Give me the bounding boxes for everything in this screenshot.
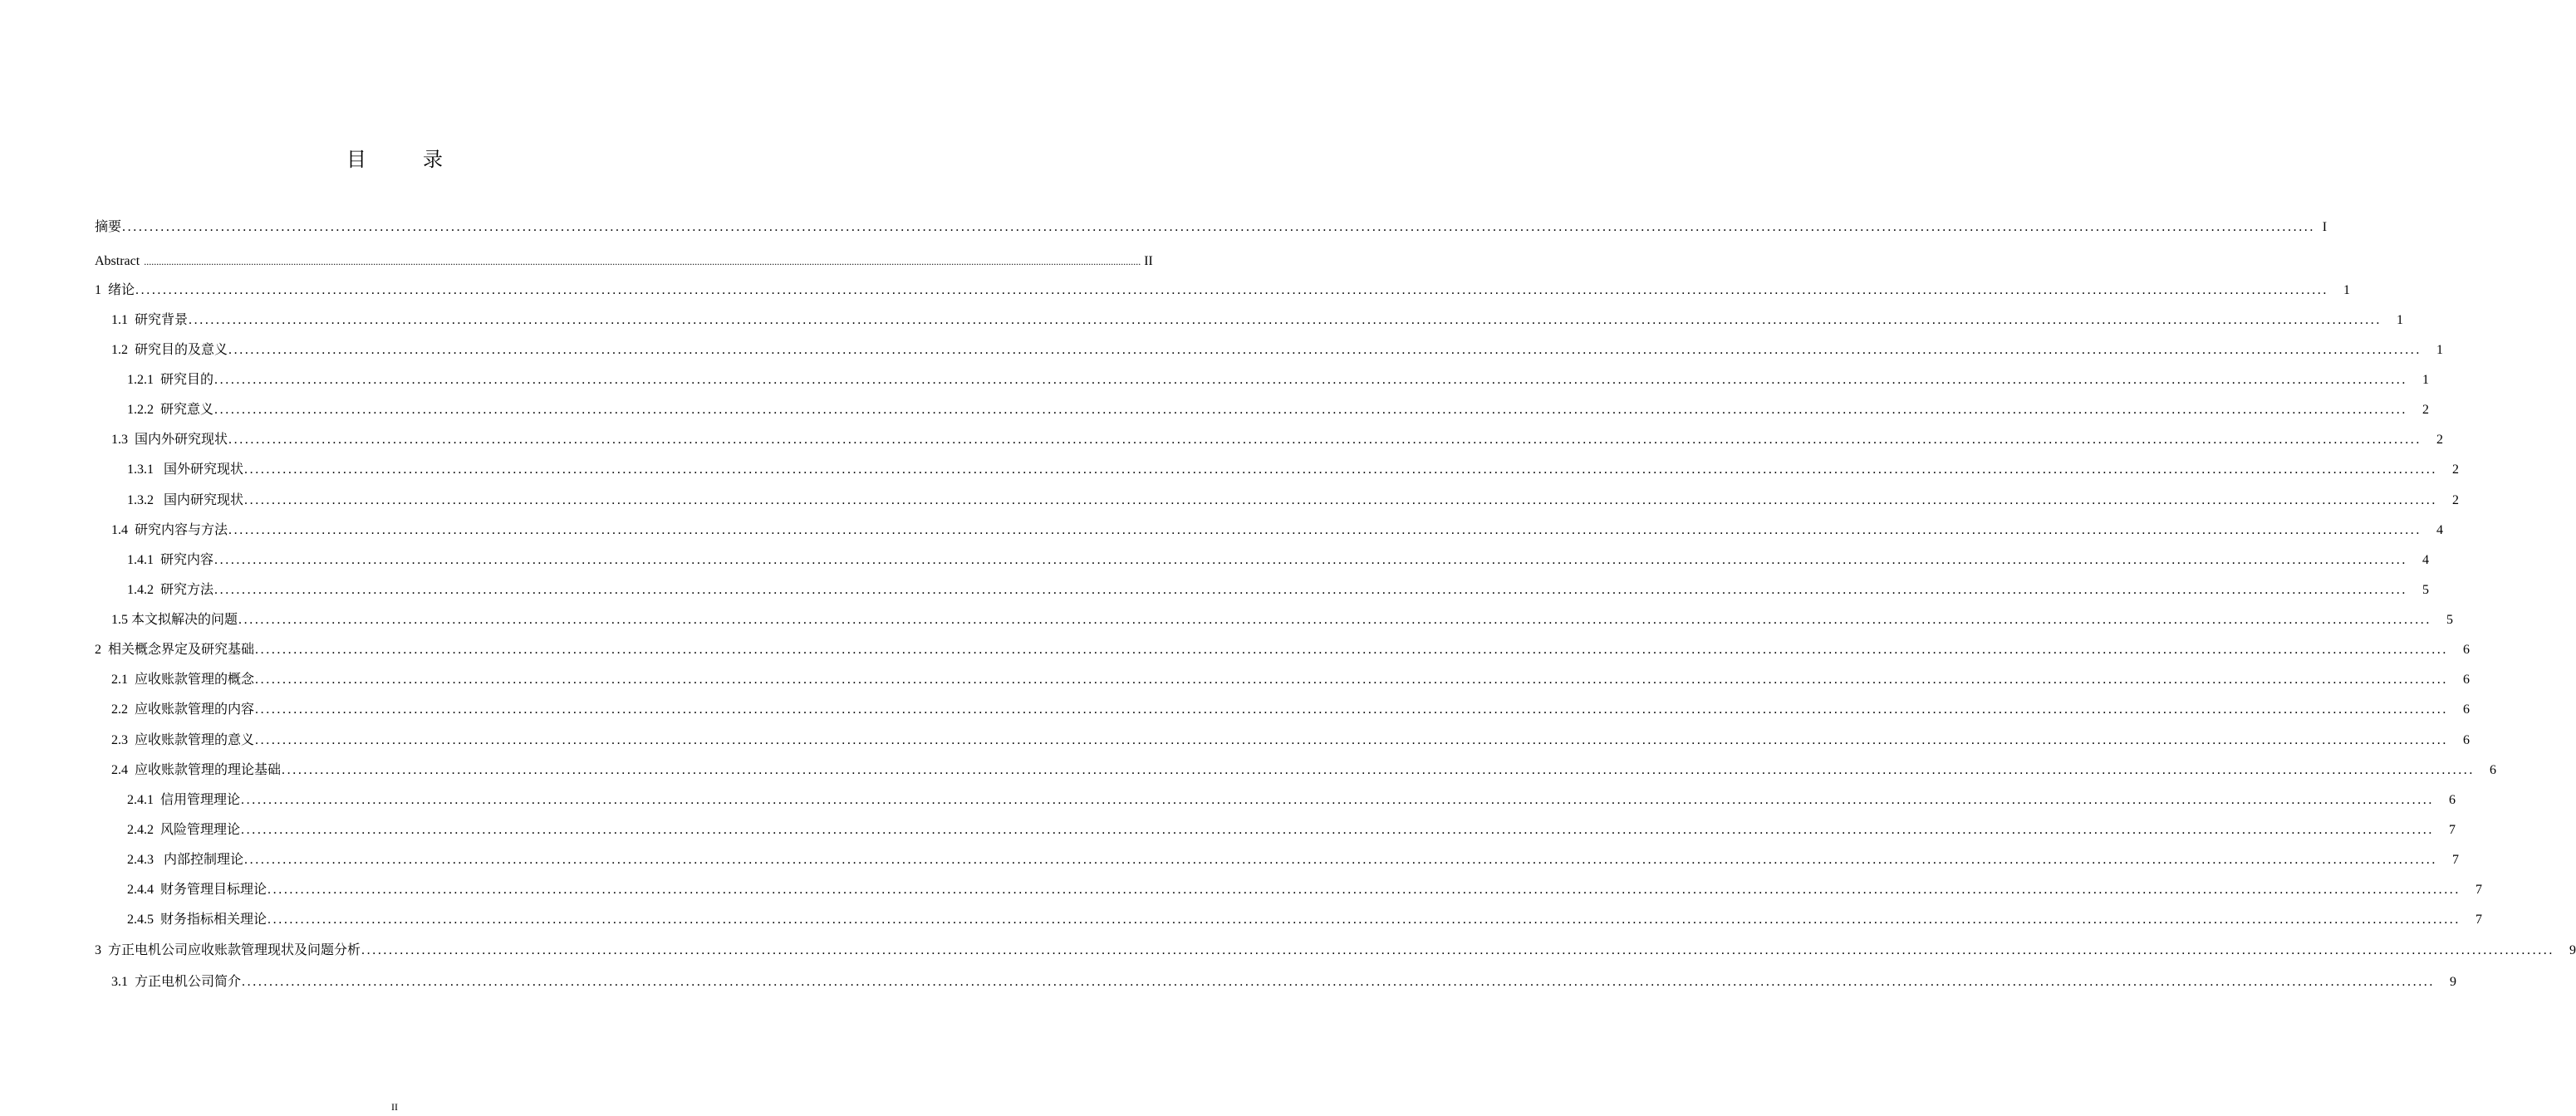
toc-entry-number: 1.4.2 xyxy=(127,583,160,597)
toc-entry[interactable] xyxy=(111,972,2457,992)
toc-entry[interactable] xyxy=(111,311,2404,330)
toc-entry-page: 5 xyxy=(2446,613,2454,627)
toc-entry-number: 1.2.2 xyxy=(127,403,160,417)
toc-leader-dots: ................................................................................................................................................................................................................................................................................................................................................................................................................ xyxy=(214,373,2408,387)
toc-entry[interactable] xyxy=(95,941,2576,961)
toc-entry[interactable] xyxy=(111,610,2454,630)
toc-entry-page: 2 xyxy=(2422,403,2430,417)
toc-leader-dots: ................................................................................................................................................................................................................................................................................................................................................................................................................ xyxy=(244,463,2438,477)
toc-entry-page: 7 xyxy=(2452,853,2460,867)
toc-entry-number: 2 xyxy=(95,643,108,657)
toc-leader-dots: ................................................................................................................................................................................................................................................................................................................................................................................................................ xyxy=(241,793,2435,807)
toc-entry-title: 研究背景 xyxy=(135,313,189,327)
toc-entry-number: 1.4.1 xyxy=(127,553,160,567)
toc-entry-number: 1.3 xyxy=(111,433,135,447)
toc-entry[interactable] xyxy=(127,820,2456,840)
toc-entry-title: 研究意义 xyxy=(160,403,214,417)
toc-entry[interactable] xyxy=(127,850,2460,870)
toc-leader-dots: ................................................................................................................................................................................................................................................................................................................................................................................................................ xyxy=(255,733,2449,747)
toc-entry[interactable] xyxy=(127,400,2430,420)
toc-entry-number: 1.3.2 xyxy=(127,493,164,507)
toc-entry-title: 应收账款管理的意义 xyxy=(135,733,255,747)
toc-leader-dots: ................................................................................................................................................................................................................................................................................................................................................................................................................ xyxy=(244,853,2438,867)
toc-leader-dots: ................................................................................................................................................................................................................................................................................................................................................................................................................ xyxy=(228,433,2422,447)
toc-entry[interactable] xyxy=(95,252,1153,272)
toc-entry-title: 研究内容 xyxy=(160,553,214,567)
toc-entry-number: 1 xyxy=(95,283,108,297)
toc-entry-page: 2 xyxy=(2436,433,2444,447)
toc-leader-dots: ................................................................................................................................................................................................................................................................................................................................................................................................................ xyxy=(255,702,2449,717)
toc-leader-dots: ................................................................................................................................................................................................................................................................................................................................................................................................................ xyxy=(238,613,2432,627)
toc-leader-dots: ................................................................................................................................................................................................................................................................................................................................................................................................................ xyxy=(244,493,2438,507)
toc-leader-dots: ................................................................................................................................................................................................................................................................................................................................................................................................................ xyxy=(267,913,2461,927)
toc-entry-number: 3.1 xyxy=(111,975,135,989)
toc-entry-page: 6 xyxy=(2490,763,2497,777)
toc-entry-page: 1 xyxy=(2397,313,2404,327)
toc-leader-dots: ................................................................................................................................................................................................................................................................................................................................................................................................................ xyxy=(228,343,2422,357)
toc-entry[interactable] xyxy=(111,670,2471,690)
toc-entry-number: 1.2 xyxy=(111,343,135,357)
toc-entry-title: 财务管理目标理论 xyxy=(160,883,267,897)
toc-entry-title: 信用管理理论 xyxy=(160,793,241,807)
toc-entry[interactable] xyxy=(127,370,2430,390)
toc-entry-title: 应收账款管理的内容 xyxy=(135,702,255,717)
toc-entry[interactable] xyxy=(95,218,2328,237)
toc-entry[interactable] xyxy=(127,880,2483,900)
toc-entry-page: II xyxy=(1144,254,1153,268)
toc-entry-number: 2.1 xyxy=(111,673,135,687)
toc-entry-title: 研究内容与方法 xyxy=(135,523,228,537)
toc-entry-page: 9 xyxy=(2450,975,2457,989)
toc-entry-title: 应收账款管理的概念 xyxy=(135,673,255,687)
toc-entry-page: 5 xyxy=(2422,583,2430,597)
toc-leader-dots: ................................................................................................................................................................................................................................................................................................................................................................................................................ xyxy=(214,583,2408,597)
toc-entry-number: 1.3.1 xyxy=(127,463,164,477)
toc-entry-page: 6 xyxy=(2463,643,2471,657)
toc-entry-number: 2.3 xyxy=(111,733,135,747)
toc-entry-number: 1.5 xyxy=(111,613,131,627)
toc-entry[interactable] xyxy=(111,430,2444,450)
toc-entry[interactable] xyxy=(111,340,2444,360)
toc-entry-title: 风险管理理论 xyxy=(160,823,241,837)
toc-leader-dots: ................................................................................................................................................................................................................................................................................................................................................................................................................ xyxy=(361,943,2555,957)
toc-entry[interactable] xyxy=(95,281,2351,301)
toc-leader-dots: ................................................................................................................................................................................................................................................................................................................................................................................................................ xyxy=(144,256,1141,267)
toc-entry-page: 2 xyxy=(2452,493,2460,507)
toc-entry[interactable] xyxy=(127,910,2483,930)
toc-entry-number: 2.4 xyxy=(111,763,135,777)
page-title: 目 录 xyxy=(346,148,461,171)
toc-leader-dots: ................................................................................................................................................................................................................................................................................................................................................................................................................ xyxy=(242,975,2436,989)
toc-entry-number: 1.2.1 xyxy=(127,373,160,387)
toc-entry-number: 2.4.4 xyxy=(127,883,160,897)
toc-entry-title: 研究方法 xyxy=(160,583,214,597)
toc-entry-number: 2.4.1 xyxy=(127,793,160,807)
toc-entry-number: 2.4.3 xyxy=(127,853,164,867)
toc-entry-number: 1.4 xyxy=(111,523,135,537)
toc-leader-dots: ................................................................................................................................................................................................................................................................................................................................................................................................................ xyxy=(282,763,2475,777)
toc-entry-title: 应收账款管理的理论基础 xyxy=(135,763,282,777)
toc-entry-title: 本文拟解决的问题 xyxy=(131,613,238,627)
toc-entry-page: 7 xyxy=(2475,913,2483,927)
toc-entry[interactable] xyxy=(127,790,2456,810)
toc-entry-page: 7 xyxy=(2475,883,2483,897)
toc-entry-number: 2.4.5 xyxy=(127,913,160,927)
toc-leader-dots: ................................................................................................................................................................................................................................................................................................................................................................................................................ xyxy=(255,643,2449,657)
toc-entry-title: 研究目的及意义 xyxy=(135,343,228,357)
toc-entry[interactable] xyxy=(111,761,2497,781)
toc-entry-page: 6 xyxy=(2463,702,2471,717)
toc-leader-dots: ................................................................................................................................................................................................................................................................................................................................................................................................................ xyxy=(122,220,2316,234)
toc-entry-page: 6 xyxy=(2463,673,2471,687)
toc-entry[interactable] xyxy=(127,460,2460,480)
toc-entry-number: 2.2 xyxy=(111,702,135,717)
toc-entry-title: 研究目的 xyxy=(160,373,214,387)
toc-leader-dots: ................................................................................................................................................................................................................................................................................................................................................................................................................ xyxy=(135,283,2329,297)
toc-entry[interactable] xyxy=(111,700,2471,720)
toc-entry[interactable] xyxy=(127,580,2430,600)
toc-leader-dots: ................................................................................................................................................................................................................................................................................................................................................................................................................ xyxy=(214,403,2408,417)
toc-entry-page: 4 xyxy=(2422,553,2430,567)
toc-entry[interactable] xyxy=(127,491,2460,511)
toc-entry-title: 国外研究现状 xyxy=(164,463,244,477)
toc-leader-dots: ................................................................................................................................................................................................................................................................................................................................................................................................................ xyxy=(267,883,2461,897)
toc-leader-dots: ................................................................................................................................................................................................................................................................................................................................................................................................................ xyxy=(189,313,2382,327)
toc-entry[interactable] xyxy=(127,551,2430,570)
toc-entry-page: 9 xyxy=(2569,943,2576,957)
toc-entry-number: 3 xyxy=(95,943,108,957)
toc-entry[interactable] xyxy=(95,640,2471,660)
toc-entry-title: 国内外研究现状 xyxy=(135,433,228,447)
toc-entry-title: 相关概念界定及研究基础 xyxy=(108,643,255,657)
toc-entry[interactable] xyxy=(111,521,2444,541)
page-number-footer: II xyxy=(391,1101,398,1113)
toc-entry-page: 1 xyxy=(2436,343,2444,357)
toc-entry-title: 财务指标相关理论 xyxy=(160,913,267,927)
toc-entry-title: 国内研究现状 xyxy=(164,493,244,507)
toc-entry-page: 7 xyxy=(2449,823,2456,837)
toc-entry-title: 摘要 xyxy=(95,220,122,234)
toc-entry-page: 6 xyxy=(2449,793,2456,807)
toc-entry-page: 2 xyxy=(2452,463,2460,477)
toc-entry-page: 4 xyxy=(2436,523,2444,537)
toc-entry-number: 1.1 xyxy=(111,313,135,327)
toc-leader-dots: ................................................................................................................................................................................................................................................................................................................................................................................................................ xyxy=(255,673,2449,687)
toc-entry-page: I xyxy=(2322,220,2328,234)
toc-leader-dots: ................................................................................................................................................................................................................................................................................................................................................................................................................ xyxy=(214,553,2408,567)
toc-entry-number: 2.4.2 xyxy=(127,823,160,837)
toc-entry[interactable] xyxy=(111,731,2471,751)
toc-entry-title: 绪论 xyxy=(108,283,135,297)
toc-entry-title: Abstract xyxy=(95,254,144,268)
toc-entry-page: 1 xyxy=(2343,283,2351,297)
toc-entry-title: 方正电机公司应收账款管理现状及问题分析 xyxy=(108,943,361,957)
toc-leader-dots: ................................................................................................................................................................................................................................................................................................................................................................................................................ xyxy=(241,823,2435,837)
toc-entry-title: 内部控制理论 xyxy=(164,853,244,867)
toc-entry-page: 1 xyxy=(2422,373,2430,387)
toc-leader-dots: ................................................................................................................................................................................................................................................................................................................................................................................................................ xyxy=(228,523,2422,537)
toc-entry-title: 方正电机公司简介 xyxy=(135,975,242,989)
toc-entry-page: 6 xyxy=(2463,733,2471,747)
